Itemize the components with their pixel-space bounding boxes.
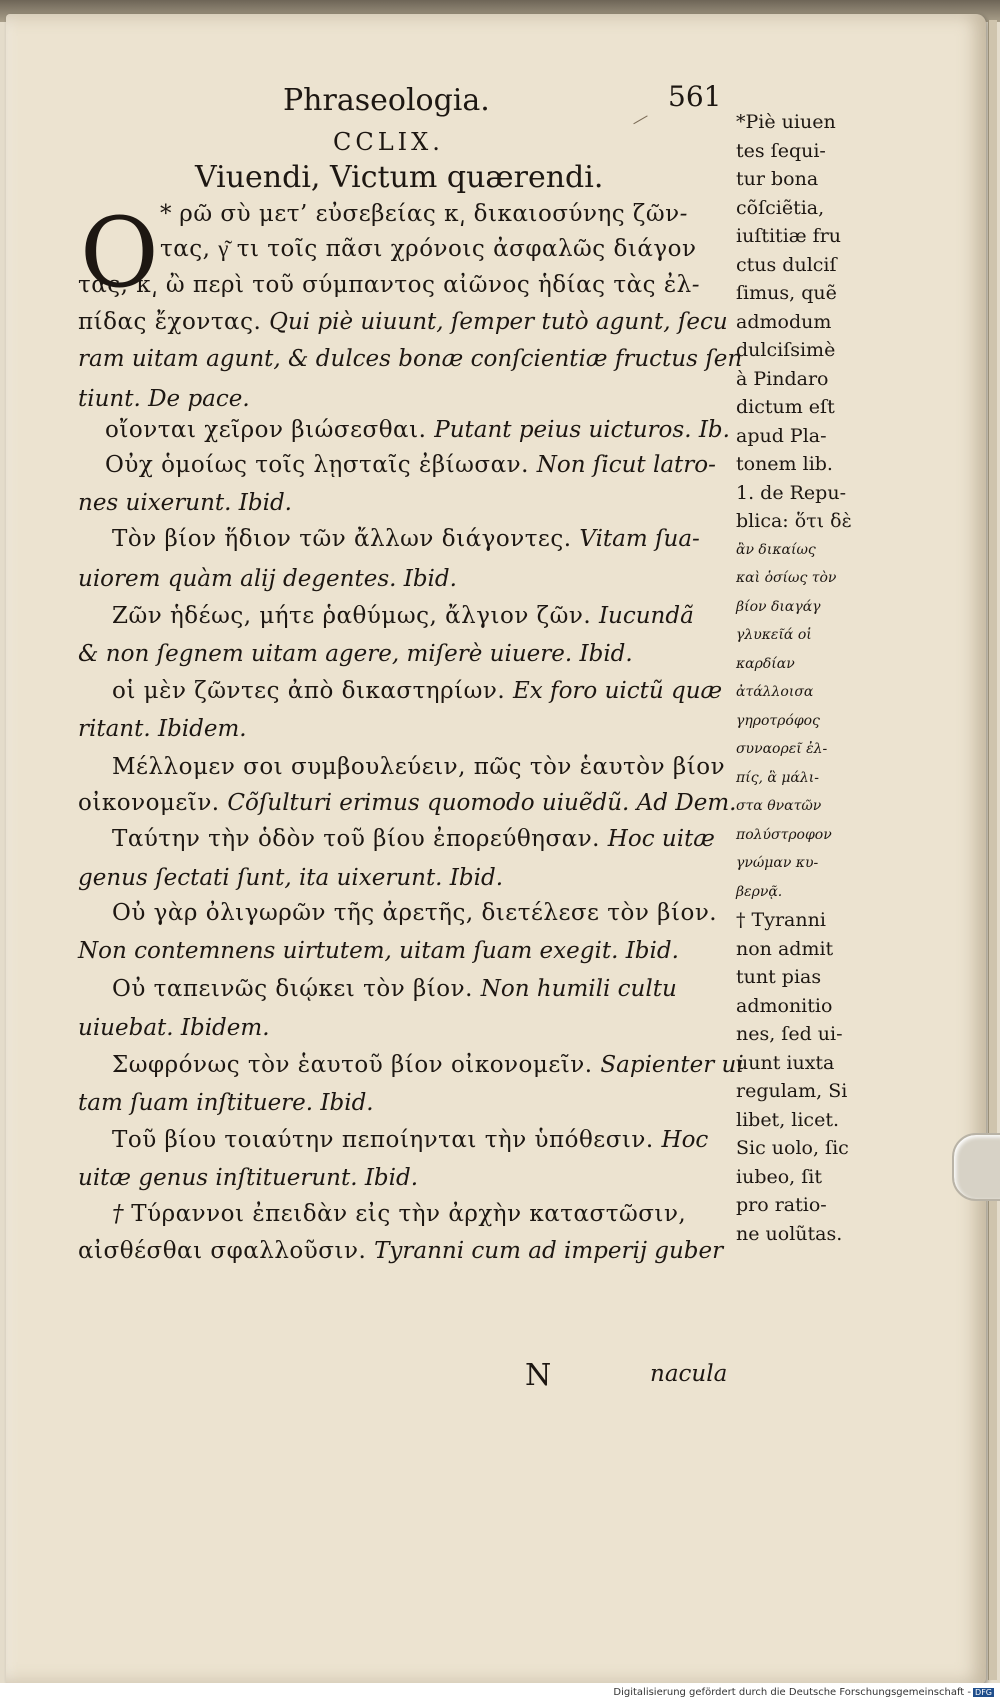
margin-line: dulciſsimè (736, 339, 836, 361)
text-line: Ζῶν ἡδέως, μήτε ῥαθύμως, ἄλγιον ζῶν. Iucundã (112, 603, 694, 629)
margin-line: tunt pias (736, 966, 822, 988)
margin-line: admonitio (736, 994, 833, 1017)
margin-line: πίς, ἃ μάλι- (736, 769, 819, 786)
text-line: Τοῦ βίου τοιαύτην πεποίηνται τὴν ὑπόθεσιν. Hoc (112, 1127, 709, 1153)
text-line: † Τύραννοι ἐπειδὰν εἰς τὴν ἀρχὴν καταστῶσιν, (112, 1201, 687, 1227)
running-title: Phraseologia. (283, 83, 490, 118)
text-line: Non contemnens uirtutem, uitam ſuam exegit. Ibid. (78, 938, 679, 964)
margin-line: ἂν δικαίως (736, 541, 816, 558)
text-line: τας, κ͵ ὢ περὶ τοῦ σύμπαντος αἰῶνος ἡδίας τὰς ἐλ- (78, 272, 700, 298)
page-edge (988, 20, 997, 1680)
margin-line: γνώμαν κυ- (736, 855, 819, 871)
margin-line: à Pindaro (736, 367, 829, 390)
margin-line: iuſtitiæ fru (736, 225, 842, 247)
text-line: ram uitam agunt, & dulces bonæ conſcientiæ fructus ſen (78, 346, 743, 372)
margin-line: tonem lib. (736, 453, 833, 475)
margin-line: uunt iuxta (736, 1051, 835, 1074)
margin-notes (736, 108, 886, 1248)
margin-line: non admit (736, 937, 834, 960)
text-line: οἱ μὲν ζῶντες ἀπὸ δικαστηρίων. Ex foro uictũ quæ (112, 678, 723, 704)
margin-line: tur bona (736, 168, 819, 190)
margin-line: tes ſequi- (736, 139, 826, 162)
text-line: Σωφρόνως τὸν ἑαυτοῦ βίον οἰκονομεῖν. Sapienter ui (112, 1052, 744, 1078)
margin-line: 1. de Repu- (736, 481, 846, 504)
text-line: αἰσθέσθαι σφαλλοῦσιν. Tyranni cum ad imperij guber (78, 1238, 724, 1264)
margin-line: πολύστροφον (736, 826, 832, 843)
margin-line: † Tyranni (736, 909, 826, 931)
drop-initial: O (80, 197, 159, 309)
text-line: genus ſectati ſunt, ita uixerunt. Ibid. (78, 865, 504, 891)
margin-line: libet, licet. (736, 1108, 839, 1131)
text-line: & non ſegnem uitam agere, miſerè uiuere. Ibid. (78, 641, 633, 667)
margin-line: pro ratio- (736, 1194, 827, 1216)
margin-line: συναορεῖ ἐλ- (736, 741, 828, 757)
margin-line: στα θνατῶν (736, 798, 822, 814)
chapter-number: CCLIX. (333, 128, 444, 156)
text-line: tiunt. De pace. (78, 386, 250, 412)
margin-line: blica: ὅτι δὲ (736, 510, 852, 532)
text-line: οἰκονομεῖν. Cõſulturi erimus quomodo uiuẽdũ. Ad Dem. (78, 790, 737, 816)
text-line: Ταύτην τὴν ὁδὸν τοῦ βίου ἐπορεύθησαν. Hoc uitæ (112, 826, 715, 852)
margin-line: apud Pla- (736, 424, 827, 447)
footer-credit (613, 1687, 994, 1698)
margin-line: Sic uolo, ſic (736, 1137, 849, 1159)
margin-line: γηροτρόφος (736, 712, 820, 729)
text-line: nes uixerunt. Ibid. (78, 490, 292, 516)
margin-line: iubeo, ſit (736, 1165, 822, 1188)
text-line: tam ſuam inſtituere. Ibid. (78, 1090, 374, 1116)
margin-line: καὶ ὁσίως τὸν (736, 570, 837, 586)
text-line: οἴονται χεῖρον βιώσεσθαι. Putant peius uicturos. Ib. (105, 417, 730, 443)
text-line: Μέλλομεν σοι συμβουλεύειν, πῶς τὸν ἑαυτὸν βίον (112, 754, 726, 780)
text-line: ritant. Ibidem. (78, 716, 247, 742)
signature-mark: N (525, 1358, 552, 1393)
footer-text: Digitalisierung gefördert durch die Deutsche Forschungsgemeinschaft - (613, 1687, 972, 1698)
chapter-title: Viuendi, Victum quærendi. (195, 160, 604, 195)
text-line: Οὐ γὰρ ὀλιγωρῶν τῆς ἀρετῆς, διετέλεσε τὸν βίον. (112, 900, 718, 926)
text-line: * ρῶ σὺ μετ’ εὐσεβείας κ͵ δικαιοσύνης ζῶν- (160, 201, 688, 227)
text-line: uitæ genus inſtituerunt. Ibid. (78, 1165, 419, 1191)
margin-line: καρδίαν (736, 655, 795, 672)
text-line: Οὐχ ὁμοίως τοῖς λῃσταῖς ἐβίωσαν. Non ſicut latro- (105, 452, 716, 478)
margin-line: dictum eſt (736, 396, 835, 418)
margin-line: nes, ſed ui- (736, 1023, 843, 1045)
text-line: πίδας ἔχοντας. Qui piè uiuunt, ſemper tutò agunt, ſecu (78, 309, 728, 335)
margin-line: ἀτάλλοισα (736, 684, 814, 700)
page-number: 561 (668, 80, 722, 113)
margin-line: βίον διαγάγ (736, 598, 821, 615)
margin-line: ſimus, quẽ (736, 282, 837, 304)
margin-line: ctus dulciſ (736, 253, 837, 276)
margin-line: βερνᾷ. (736, 883, 783, 900)
text-line: uiorem quàm alij degentes. Ibid. (78, 566, 457, 592)
margin-line: admodum (736, 310, 832, 333)
clip-tab (952, 1133, 1000, 1201)
text-line: Τὸν βίον ἥδιον τῶν ἄλλων διάγοντες. Vitam ſua- (112, 526, 700, 552)
margin-line: γλυκεῖά οἱ (736, 627, 812, 643)
margin-line: cõſciẽtia, (736, 196, 825, 219)
margin-line: *Piè uiuen (736, 111, 836, 133)
catchword: nacula (650, 1361, 728, 1387)
dfg-logo: DFG (975, 1688, 992, 1697)
margin-line: regulam, Si (736, 1080, 848, 1102)
text-line: τας, γ͂ τι τοῖς πᾶσι χρόνοις ἀσφαλῶς διάγον (160, 236, 697, 262)
margin-line: ne uolũtas. (736, 1222, 843, 1245)
text-line: uiuebat. Ibidem. (78, 1015, 270, 1041)
text-line: Οὐ ταπεινῶς διῴκει τὸν βίον. Non humili cultu (112, 976, 677, 1002)
